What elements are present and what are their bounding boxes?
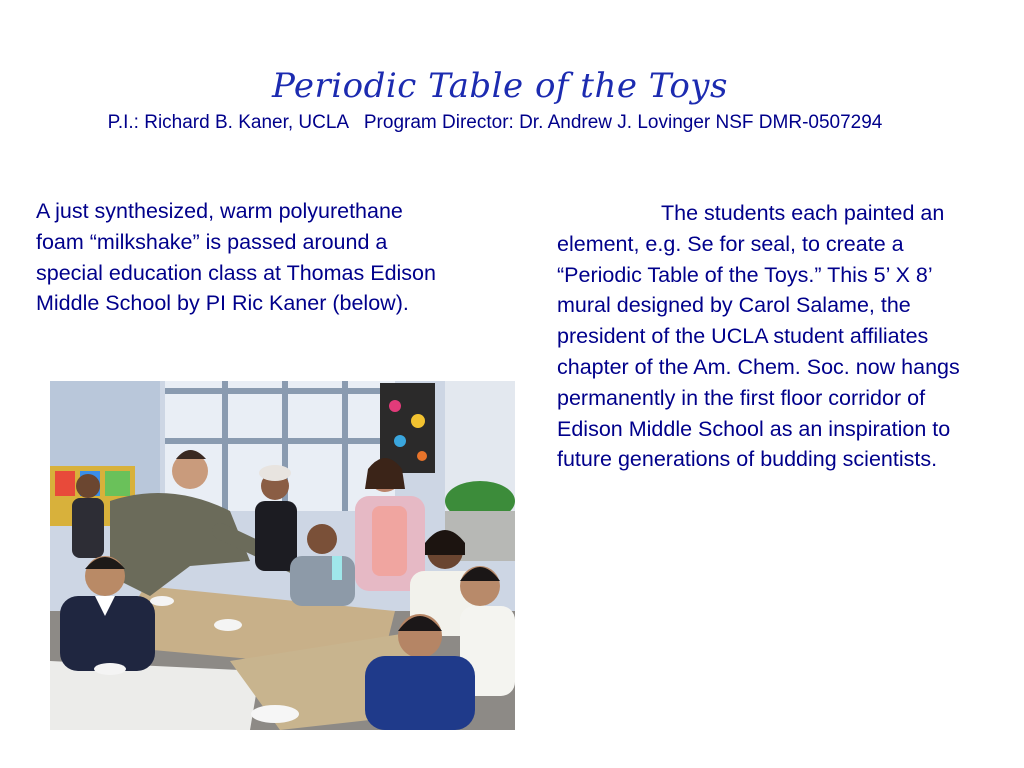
slide-title: Periodic Table of the Toys [272,66,728,106]
classroom-photo [50,381,515,730]
right-caption: The students each painted an element, e.g. Se for seal, to create a “Periodic Table of the Toys.” This 5’ X 8’ mural designed by Carol Salame, the president of the UCLA student affiliates chapter of the Am. Chem. Soc. now hangs permanently in the first floor corridor of Edison Middle School as an inspiration to future generations of budding scientists. [557,201,960,472]
slide-subtitle: P.I.: Richard B. Kaner, UCLA Program Director: Dr. Andrew J. Lovinger NSF DMR-0507294 [107,112,883,133]
left-caption: A just synthesized, warm polyurethane foam “milkshake” is passed around a special education class at Thomas Edison Middle School by PI Ric Kaner (below). [36,199,436,316]
